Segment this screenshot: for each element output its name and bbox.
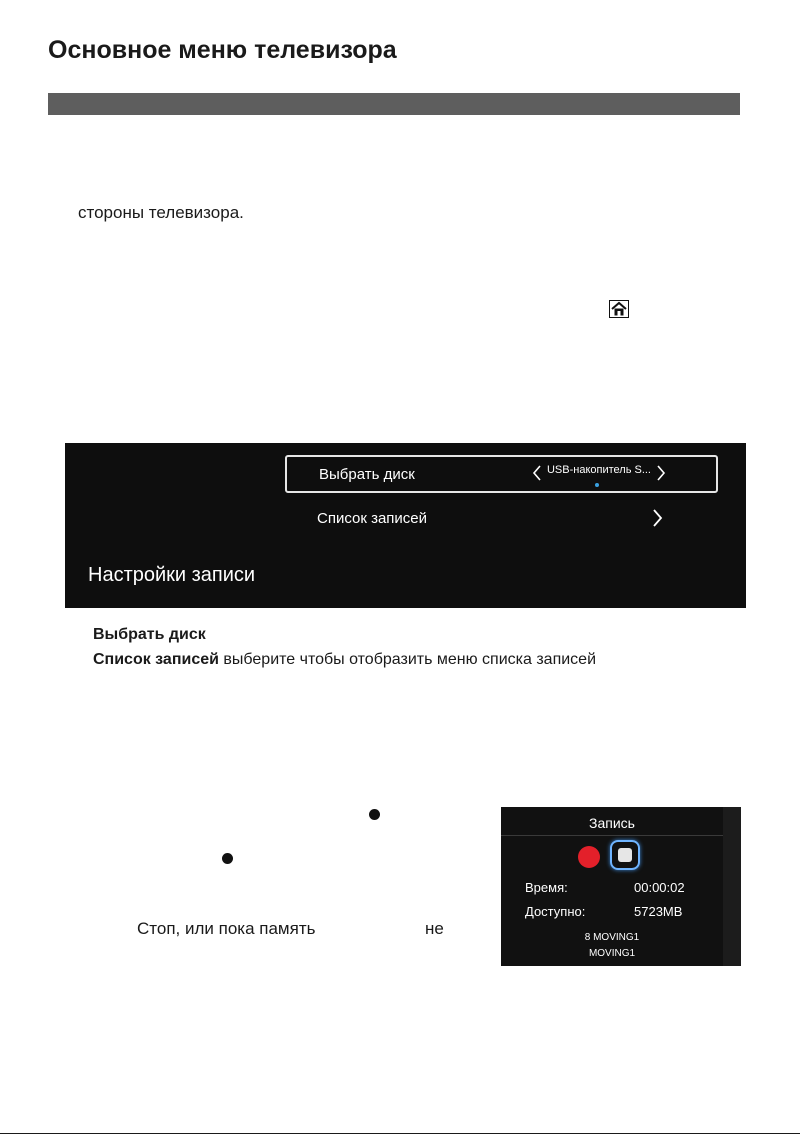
record-list-text: выберите чтобы отобразить меню списка записей — [223, 651, 597, 668]
value-indicator-dot — [595, 483, 599, 487]
channel-line: 8 MOVING1 — [584, 932, 640, 943]
program-line: MOVING1 — [588, 948, 636, 959]
stop-button-icon[interactable] — [610, 840, 640, 870]
time-label: Время: — [525, 880, 568, 895]
available-value: 5723MB — [634, 904, 683, 919]
available-label: Доступно: — [525, 904, 586, 919]
record-popup-title: Запись — [589, 815, 635, 831]
chevron-left-icon[interactable] — [531, 464, 543, 482]
time-value: 00:00:02 — [634, 880, 685, 895]
record-dot-icon — [369, 809, 380, 820]
footer-rule — [0, 1133, 800, 1134]
chevron-right-icon[interactable] — [655, 464, 667, 482]
text-tv-sides: стороны телевизора. — [78, 203, 244, 222]
home-icon — [609, 300, 629, 318]
popup-divider — [501, 835, 723, 836]
recording-settings-screen — [65, 443, 746, 608]
menu-item-label: Выбрать диск — [319, 465, 415, 483]
record-dot-icon — [222, 853, 233, 864]
menu-item-record-list[interactable] — [285, 499, 718, 537]
menu-item-select-disk[interactable] — [285, 455, 718, 493]
title-divider-bar — [48, 93, 740, 115]
text-ne: не — [425, 919, 444, 938]
text-stop: Стоп, или пока память — [137, 919, 316, 938]
disk-value: USB-накопитель S... — [546, 464, 651, 476]
menu-item-label: Список записей — [317, 509, 428, 527]
chevron-right-icon — [651, 508, 663, 528]
record-popup — [501, 807, 741, 966]
term-record-list: Список записей — [93, 651, 219, 668]
page-title: Основное меню телевизора — [48, 36, 397, 64]
record-button-icon[interactable] — [578, 846, 600, 868]
panel-title: Настройки записи — [88, 564, 256, 586]
popup-side-strip — [723, 807, 741, 966]
stop-square — [618, 848, 632, 862]
description-select-disk — [93, 626, 206, 644]
description-record-list — [93, 651, 596, 669]
disk-value-selector[interactable] — [531, 461, 667, 487]
term-select-disk: Выбрать диск — [93, 626, 206, 643]
